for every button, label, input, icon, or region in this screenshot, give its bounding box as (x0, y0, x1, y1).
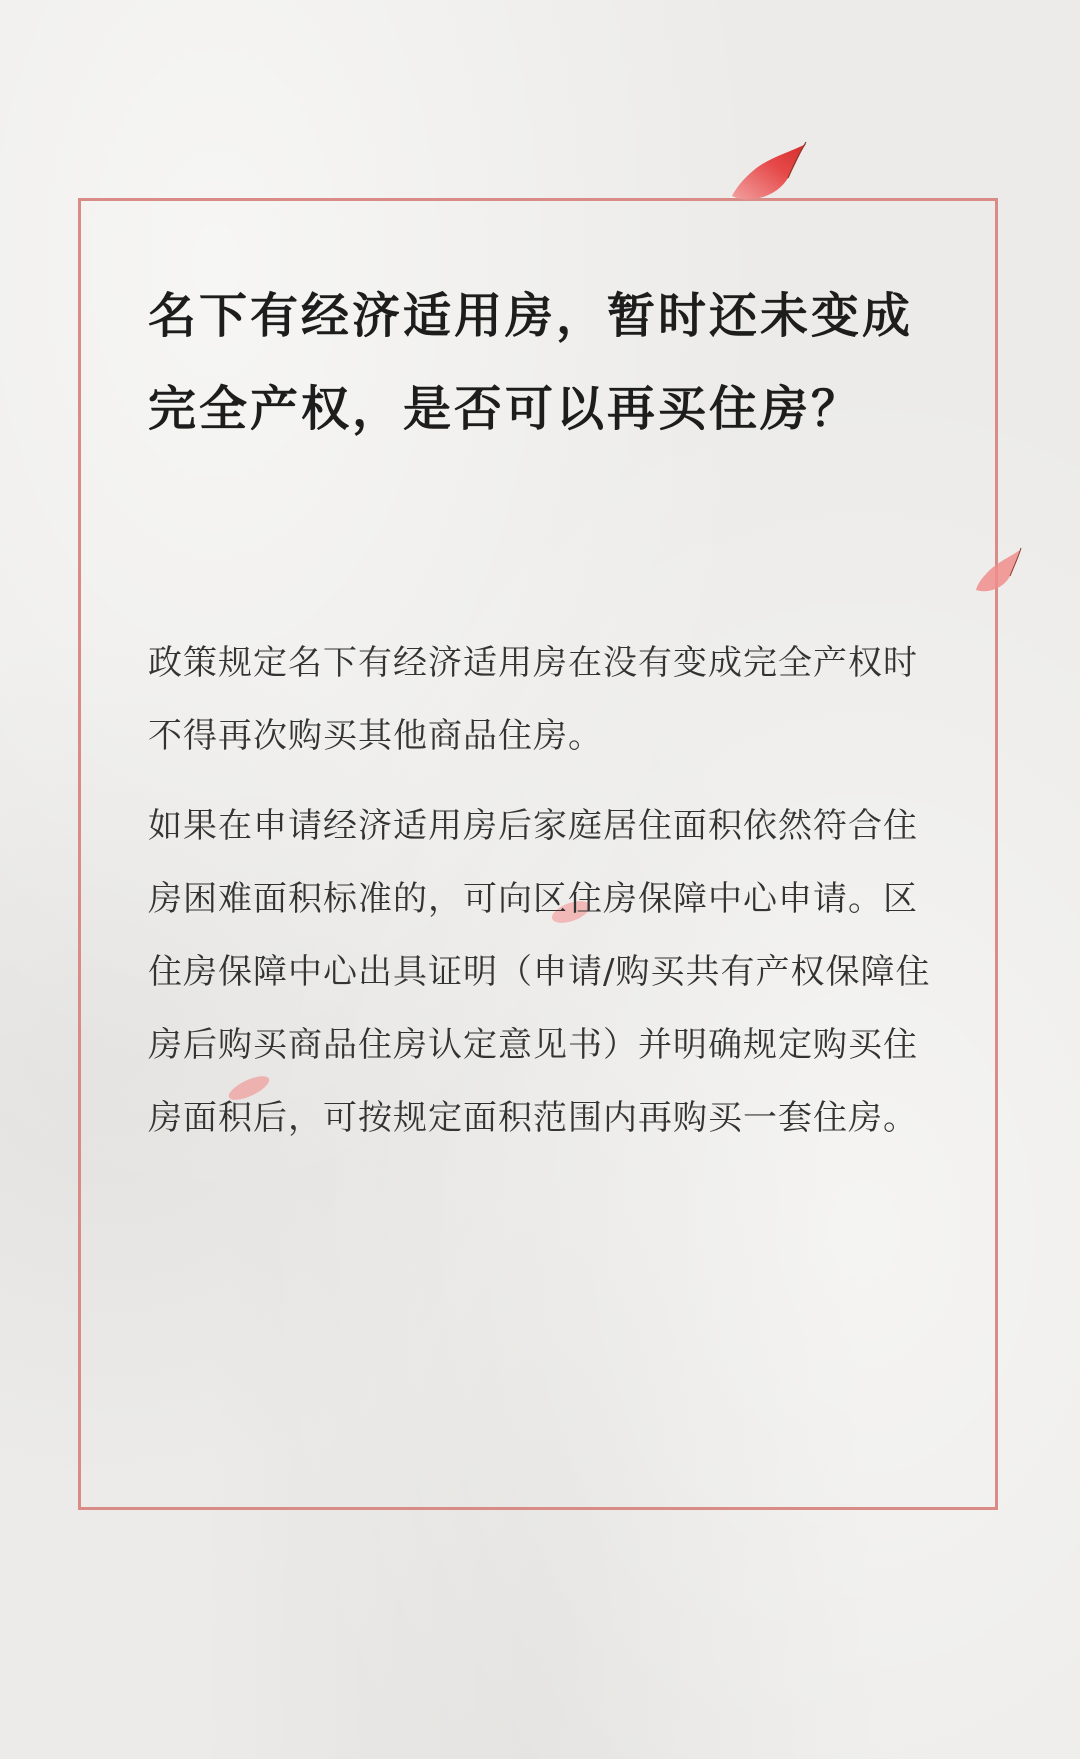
petal-icon (728, 138, 808, 210)
answer-paragraph-2: 如果在申请经济适用房后家庭居住面积依然符合住房困难面积标准的，可向区住房保障中心申请。区住房保障中心出具证明（申请/购买共有产权保障住房后购买商品住房认定意见书）并明确规定购买住房面积后，可按规定面积范围内再购买一套住房。 (148, 806, 931, 1138)
petal-icon (974, 546, 1024, 598)
question-title: 名下有经济适用房，暂时还未变成完全产权，是否可以再买住房？ (148, 288, 914, 437)
answer-paragraph-1: 政策规定名下有经济适用房在没有变成完全产权时不得再次购买其他商品住房。 (148, 643, 918, 756)
